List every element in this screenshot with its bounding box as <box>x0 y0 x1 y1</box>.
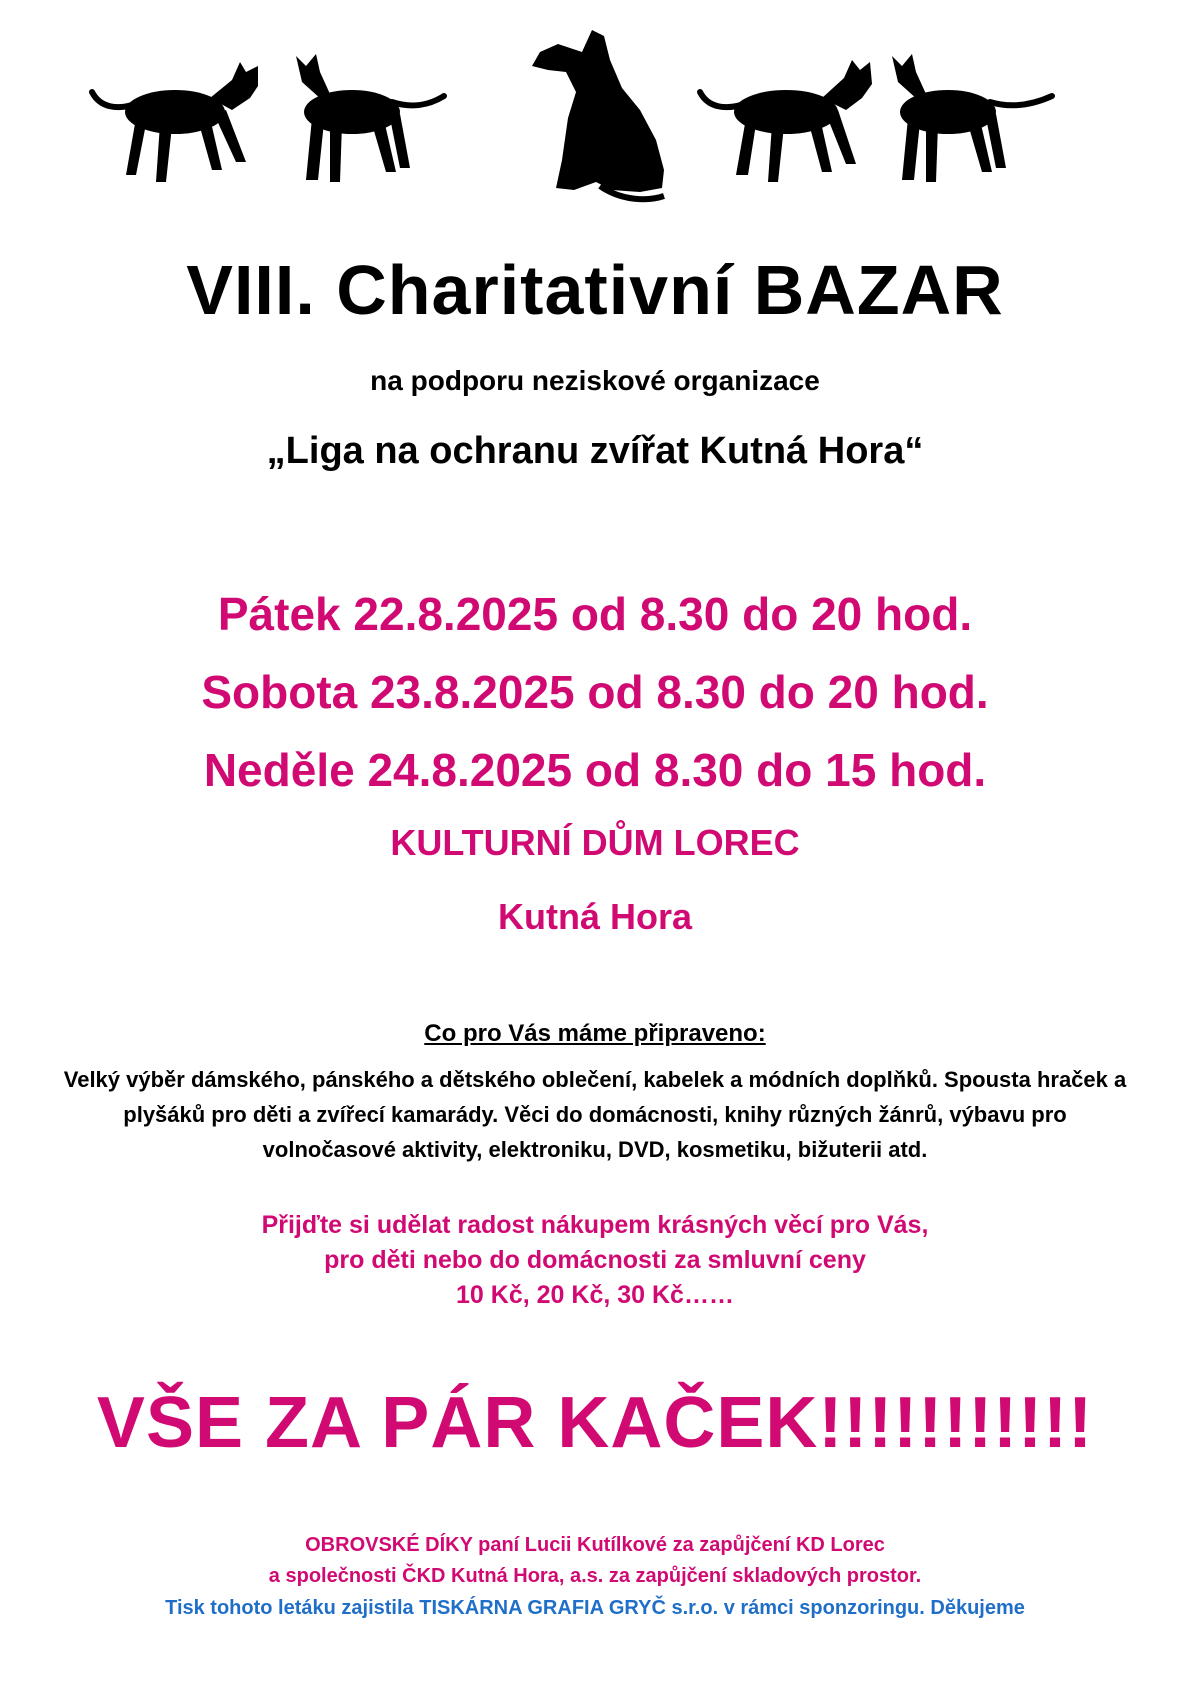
cat-silhouette-icon <box>892 54 1052 182</box>
invitation-line: pro děti nebo do domácnosti za smluvní ceny <box>324 1246 866 1274</box>
invitation-line: Přijďte si udělat radost nákupem krásných věcí pro Vás, <box>261 1211 929 1239</box>
cat-silhouette-icon <box>92 62 258 182</box>
page-title: VIII. Charitativní BAZAR <box>186 251 1004 329</box>
cat-silhouette-icon <box>700 60 872 182</box>
animal-silhouettes <box>0 0 1190 220</box>
venue-city: Kutná Hora <box>497 896 692 937</box>
slogan: VŠE ZA PÁR KAČEK!!!!!!!!!!! <box>96 1383 1094 1463</box>
date-friday: Pátek 22.8.2025 od 8.30 do 20 hod. <box>217 588 973 640</box>
price-list: 10 Kč, 20 Kč, 30 Kč…… <box>456 1281 734 1309</box>
cat-silhouette-icon <box>296 54 444 182</box>
date-saturday: Sobota 23.8.2025 od 8.30 do 20 hod. <box>201 666 989 718</box>
thanks-line: OBROVSKÉ DÍKY paní Lucii Kutílkové za zapůjčení KD Lorec <box>305 1534 885 1556</box>
print-sponsor-note: Tisk tohoto letáku zajistila TISKÁRNA GRAFIA GRYČ s.r.o. v rámci sponzoringu. Děkujeme <box>165 1597 1025 1619</box>
subtitle: na podporu neziskové organizace <box>370 365 820 396</box>
date-sunday: Neděle 24.8.2025 od 8.30 do 15 hod. <box>203 744 987 796</box>
thanks-line: a společnosti ČKD Kutná Hora, a.s. za zapůjčení skladových prostor. <box>268 1565 922 1587</box>
organization-name: „Liga na ochranu zvířat Kutná Hora“ <box>266 430 924 472</box>
offer-description: Velký výběr dámského, pánského a dětského oblečení, kabelek a módních doplňků. Spousta hraček a plyšáků pro děti a zvířecí kamarády. Věci do domácnosti, knihy různých žánrů, výbavu pro volnočasové aktivity, elektroniku, DVD, kosmetiku, bižuterii atd. <box>63 1067 1127 1162</box>
dog-silhouette-icon <box>532 30 664 199</box>
offer-heading: Co pro Vás máme připraveno: <box>424 1020 766 1047</box>
venue-name: KULTURNÍ DŮM LOREC <box>390 822 800 863</box>
invitation <box>120 1208 1070 1313</box>
